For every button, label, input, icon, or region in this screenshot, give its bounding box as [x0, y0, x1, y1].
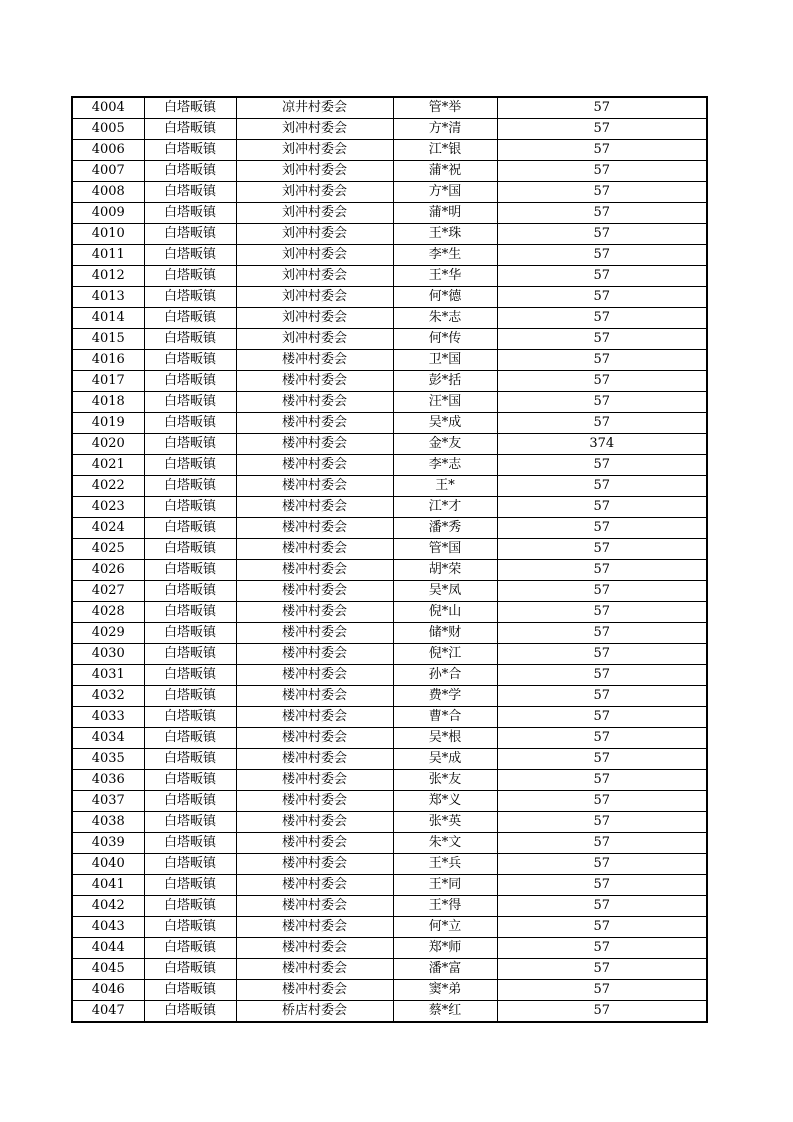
name-cell: 何*传 — [393, 329, 497, 350]
row-number-cell: 4024 — [72, 518, 144, 539]
name-cell: 李*生 — [393, 245, 497, 266]
row-number-cell: 4047 — [72, 1001, 144, 1023]
amount-cell: 57 — [497, 203, 707, 224]
village-committee-cell: 刘冲村委会 — [236, 245, 393, 266]
table-row — [72, 917, 707, 938]
name-cell: 张*英 — [393, 812, 497, 833]
name-cell: 王*同 — [393, 875, 497, 896]
table-row — [72, 245, 707, 266]
name-cell: 蒲*祝 — [393, 161, 497, 182]
village-committee-cell: 楼冲村委会 — [236, 728, 393, 749]
amount-cell: 57 — [497, 518, 707, 539]
amount-cell: 57 — [497, 812, 707, 833]
name-cell: 吴*成 — [393, 749, 497, 770]
amount-cell: 57 — [497, 266, 707, 287]
table-row — [72, 182, 707, 203]
village-committee-cell: 楼冲村委会 — [236, 518, 393, 539]
town-cell: 白塔畈镇 — [144, 686, 236, 707]
town-cell: 白塔畈镇 — [144, 833, 236, 854]
village-committee-cell: 楼冲村委会 — [236, 749, 393, 770]
village-committee-cell: 楼冲村委会 — [236, 560, 393, 581]
name-cell: 王*华 — [393, 266, 497, 287]
row-number-cell: 4022 — [72, 476, 144, 497]
table-body — [72, 97, 707, 1022]
row-number-cell: 4014 — [72, 308, 144, 329]
row-number-cell: 4015 — [72, 329, 144, 350]
row-number-cell: 4045 — [72, 959, 144, 980]
table-row — [72, 287, 707, 308]
village-committee-cell: 刘冲村委会 — [236, 329, 393, 350]
town-cell: 白塔畈镇 — [144, 224, 236, 245]
town-cell: 白塔畈镇 — [144, 497, 236, 518]
village-committee-cell: 楼冲村委会 — [236, 350, 393, 371]
row-number-cell: 4033 — [72, 707, 144, 728]
village-committee-cell: 刘冲村委会 — [236, 140, 393, 161]
village-committee-cell: 刘冲村委会 — [236, 203, 393, 224]
village-committee-cell: 楼冲村委会 — [236, 665, 393, 686]
name-cell: 何*立 — [393, 917, 497, 938]
table-row — [72, 770, 707, 791]
row-number-cell: 4027 — [72, 581, 144, 602]
town-cell: 白塔畈镇 — [144, 770, 236, 791]
table-row — [72, 728, 707, 749]
town-cell: 白塔畈镇 — [144, 308, 236, 329]
town-cell: 白塔畈镇 — [144, 854, 236, 875]
name-cell: 江*银 — [393, 140, 497, 161]
name-cell: 孙*合 — [393, 665, 497, 686]
name-cell: 吴*凤 — [393, 581, 497, 602]
name-cell: 管*举 — [393, 97, 497, 119]
amount-cell: 57 — [497, 707, 707, 728]
amount-cell: 57 — [497, 854, 707, 875]
row-number-cell: 4011 — [72, 245, 144, 266]
table-row — [72, 371, 707, 392]
table-row — [72, 623, 707, 644]
name-cell: 江*才 — [393, 497, 497, 518]
amount-cell: 57 — [497, 97, 707, 119]
amount-cell: 57 — [497, 623, 707, 644]
village-committee-cell: 楼冲村委会 — [236, 917, 393, 938]
town-cell: 白塔畈镇 — [144, 1001, 236, 1023]
village-committee-cell: 刘冲村委会 — [236, 287, 393, 308]
table-row — [72, 455, 707, 476]
amount-cell: 57 — [497, 392, 707, 413]
table-row — [72, 140, 707, 161]
row-number-cell: 4020 — [72, 434, 144, 455]
village-committee-cell: 楼冲村委会 — [236, 896, 393, 917]
row-number-cell: 4016 — [72, 350, 144, 371]
amount-cell: 57 — [497, 938, 707, 959]
name-cell: 卫*国 — [393, 350, 497, 371]
row-number-cell: 4005 — [72, 119, 144, 140]
village-committee-cell: 楼冲村委会 — [236, 602, 393, 623]
name-cell: 方*清 — [393, 119, 497, 140]
name-cell: 李*志 — [393, 455, 497, 476]
row-number-cell: 4028 — [72, 602, 144, 623]
amount-cell: 57 — [497, 917, 707, 938]
town-cell: 白塔畈镇 — [144, 182, 236, 203]
amount-cell: 57 — [497, 455, 707, 476]
row-number-cell: 4030 — [72, 644, 144, 665]
amount-cell: 57 — [497, 560, 707, 581]
amount-cell: 57 — [497, 224, 707, 245]
table-row — [72, 266, 707, 287]
table-row — [72, 833, 707, 854]
town-cell: 白塔畈镇 — [144, 707, 236, 728]
table-row — [72, 707, 707, 728]
amount-cell: 57 — [497, 602, 707, 623]
name-cell: 吴*成 — [393, 413, 497, 434]
amount-cell: 57 — [497, 245, 707, 266]
town-cell: 白塔畈镇 — [144, 119, 236, 140]
table-row — [72, 308, 707, 329]
name-cell: 费*学 — [393, 686, 497, 707]
row-number-cell: 4023 — [72, 497, 144, 518]
town-cell: 白塔畈镇 — [144, 140, 236, 161]
table-row — [72, 518, 707, 539]
amount-cell: 57 — [497, 161, 707, 182]
village-committee-cell: 楼冲村委会 — [236, 539, 393, 560]
table-row — [72, 980, 707, 1001]
amount-cell: 57 — [497, 497, 707, 518]
town-cell: 白塔畈镇 — [144, 245, 236, 266]
town-cell: 白塔畈镇 — [144, 623, 236, 644]
name-cell: 蔡*红 — [393, 1001, 497, 1023]
village-committee-cell: 楼冲村委会 — [236, 833, 393, 854]
name-cell: 倪*山 — [393, 602, 497, 623]
town-cell: 白塔畈镇 — [144, 329, 236, 350]
amount-cell: 57 — [497, 539, 707, 560]
village-committee-cell: 刘冲村委会 — [236, 182, 393, 203]
table-row — [72, 497, 707, 518]
row-number-cell: 4029 — [72, 623, 144, 644]
row-number-cell: 4043 — [72, 917, 144, 938]
name-cell: 储*财 — [393, 623, 497, 644]
amount-cell: 57 — [497, 686, 707, 707]
name-cell: 曹*合 — [393, 707, 497, 728]
name-cell: 胡*荣 — [393, 560, 497, 581]
name-cell: 张*友 — [393, 770, 497, 791]
row-number-cell: 4040 — [72, 854, 144, 875]
row-number-cell: 4041 — [72, 875, 144, 896]
row-number-cell: 4017 — [72, 371, 144, 392]
table-row — [72, 350, 707, 371]
town-cell: 白塔畈镇 — [144, 203, 236, 224]
table-row — [72, 161, 707, 182]
town-cell: 白塔畈镇 — [144, 749, 236, 770]
town-cell: 白塔畈镇 — [144, 812, 236, 833]
row-number-cell: 4038 — [72, 812, 144, 833]
amount-cell: 57 — [497, 413, 707, 434]
town-cell: 白塔畈镇 — [144, 434, 236, 455]
amount-cell: 57 — [497, 644, 707, 665]
town-cell: 白塔畈镇 — [144, 97, 236, 119]
town-cell: 白塔畈镇 — [144, 413, 236, 434]
row-number-cell: 4025 — [72, 539, 144, 560]
village-committee-cell: 刘冲村委会 — [236, 161, 393, 182]
table-row — [72, 896, 707, 917]
town-cell: 白塔畈镇 — [144, 539, 236, 560]
village-committee-cell: 楼冲村委会 — [236, 770, 393, 791]
village-committee-cell: 楼冲村委会 — [236, 707, 393, 728]
village-committee-cell: 楼冲村委会 — [236, 434, 393, 455]
name-cell: 蒲*明 — [393, 203, 497, 224]
amount-cell: 57 — [497, 959, 707, 980]
village-committee-cell: 楼冲村委会 — [236, 938, 393, 959]
row-number-cell: 4032 — [72, 686, 144, 707]
row-number-cell: 4009 — [72, 203, 144, 224]
amount-cell: 57 — [497, 476, 707, 497]
row-number-cell: 4012 — [72, 266, 144, 287]
town-cell: 白塔畈镇 — [144, 455, 236, 476]
table-row — [72, 959, 707, 980]
name-cell: 管*国 — [393, 539, 497, 560]
name-cell: 窦*弟 — [393, 980, 497, 1001]
amount-cell: 57 — [497, 749, 707, 770]
village-committee-cell: 楼冲村委会 — [236, 476, 393, 497]
village-committee-cell: 桥店村委会 — [236, 1001, 393, 1023]
table-row — [72, 854, 707, 875]
amount-cell: 57 — [497, 581, 707, 602]
table-row — [72, 875, 707, 896]
town-cell: 白塔畈镇 — [144, 371, 236, 392]
table-row — [72, 749, 707, 770]
name-cell: 方*国 — [393, 182, 497, 203]
amount-cell: 57 — [497, 833, 707, 854]
village-committee-cell: 刘冲村委会 — [236, 224, 393, 245]
amount-cell: 57 — [497, 896, 707, 917]
amount-cell: 57 — [497, 1001, 707, 1023]
name-cell: 潘*秀 — [393, 518, 497, 539]
name-cell: 倪*江 — [393, 644, 497, 665]
village-committee-cell: 楼冲村委会 — [236, 959, 393, 980]
data-table — [71, 96, 708, 1023]
amount-cell: 57 — [497, 350, 707, 371]
town-cell: 白塔畈镇 — [144, 644, 236, 665]
town-cell: 白塔畈镇 — [144, 728, 236, 749]
name-cell: 王*得 — [393, 896, 497, 917]
row-number-cell: 4019 — [72, 413, 144, 434]
table-row — [72, 392, 707, 413]
village-committee-cell: 刘冲村委会 — [236, 308, 393, 329]
row-number-cell: 4035 — [72, 749, 144, 770]
village-committee-cell: 楼冲村委会 — [236, 686, 393, 707]
amount-cell: 57 — [497, 791, 707, 812]
town-cell: 白塔畈镇 — [144, 476, 236, 497]
village-committee-cell: 楼冲村委会 — [236, 413, 393, 434]
table-row — [72, 413, 707, 434]
row-number-cell: 4034 — [72, 728, 144, 749]
row-number-cell: 4042 — [72, 896, 144, 917]
village-committee-cell: 刘冲村委会 — [236, 266, 393, 287]
amount-cell: 57 — [497, 140, 707, 161]
row-number-cell: 4037 — [72, 791, 144, 812]
town-cell: 白塔畈镇 — [144, 980, 236, 1001]
town-cell: 白塔畈镇 — [144, 791, 236, 812]
table-row — [72, 602, 707, 623]
row-number-cell: 4006 — [72, 140, 144, 161]
village-committee-cell: 刘冲村委会 — [236, 119, 393, 140]
village-committee-cell: 楼冲村委会 — [236, 854, 393, 875]
table-row — [72, 97, 707, 119]
village-committee-cell: 楼冲村委会 — [236, 791, 393, 812]
name-cell: 汪*国 — [393, 392, 497, 413]
village-committee-cell: 楼冲村委会 — [236, 812, 393, 833]
row-number-cell: 4004 — [72, 97, 144, 119]
village-committee-cell: 楼冲村委会 — [236, 455, 393, 476]
town-cell: 白塔畈镇 — [144, 266, 236, 287]
name-cell: 彭*括 — [393, 371, 497, 392]
name-cell: 王* — [393, 476, 497, 497]
name-cell: 吴*根 — [393, 728, 497, 749]
town-cell: 白塔畈镇 — [144, 917, 236, 938]
table-row — [72, 665, 707, 686]
town-cell: 白塔畈镇 — [144, 350, 236, 371]
town-cell: 白塔畈镇 — [144, 896, 236, 917]
town-cell: 白塔畈镇 — [144, 875, 236, 896]
amount-cell: 57 — [497, 665, 707, 686]
name-cell: 潘*富 — [393, 959, 497, 980]
table-row — [72, 644, 707, 665]
town-cell: 白塔畈镇 — [144, 560, 236, 581]
town-cell: 白塔畈镇 — [144, 518, 236, 539]
table-row — [72, 1001, 707, 1023]
name-cell: 朱*志 — [393, 308, 497, 329]
amount-cell: 57 — [497, 329, 707, 350]
row-number-cell: 4026 — [72, 560, 144, 581]
village-committee-cell: 楼冲村委会 — [236, 581, 393, 602]
amount-cell: 57 — [497, 980, 707, 1001]
town-cell: 白塔畈镇 — [144, 938, 236, 959]
town-cell: 白塔畈镇 — [144, 161, 236, 182]
name-cell: 何*德 — [393, 287, 497, 308]
table-row — [72, 203, 707, 224]
village-committee-cell: 楼冲村委会 — [236, 875, 393, 896]
table-row — [72, 476, 707, 497]
name-cell: 郑*师 — [393, 938, 497, 959]
table-row — [72, 119, 707, 140]
table-row — [72, 560, 707, 581]
amount-cell: 374 — [497, 434, 707, 455]
row-number-cell: 4010 — [72, 224, 144, 245]
name-cell: 朱*文 — [393, 833, 497, 854]
amount-cell: 57 — [497, 770, 707, 791]
table-row — [72, 938, 707, 959]
village-committee-cell: 凉井村委会 — [236, 97, 393, 119]
name-cell: 郑*义 — [393, 791, 497, 812]
village-committee-cell: 楼冲村委会 — [236, 392, 393, 413]
row-number-cell: 4013 — [72, 287, 144, 308]
row-number-cell: 4044 — [72, 938, 144, 959]
town-cell: 白塔畈镇 — [144, 581, 236, 602]
name-cell: 王*珠 — [393, 224, 497, 245]
amount-cell: 57 — [497, 182, 707, 203]
name-cell: 王*兵 — [393, 854, 497, 875]
amount-cell: 57 — [497, 119, 707, 140]
row-number-cell: 4031 — [72, 665, 144, 686]
row-number-cell: 4021 — [72, 455, 144, 476]
name-cell: 金*友 — [393, 434, 497, 455]
town-cell: 白塔畈镇 — [144, 665, 236, 686]
table-row — [72, 812, 707, 833]
town-cell: 白塔畈镇 — [144, 392, 236, 413]
row-number-cell: 4008 — [72, 182, 144, 203]
table-row — [72, 224, 707, 245]
village-committee-cell: 楼冲村委会 — [236, 371, 393, 392]
table-row — [72, 539, 707, 560]
row-number-cell: 4046 — [72, 980, 144, 1001]
amount-cell: 57 — [497, 287, 707, 308]
row-number-cell: 4007 — [72, 161, 144, 182]
amount-cell: 57 — [497, 728, 707, 749]
row-number-cell: 4018 — [72, 392, 144, 413]
row-number-cell: 4039 — [72, 833, 144, 854]
village-committee-cell: 楼冲村委会 — [236, 497, 393, 518]
amount-cell: 57 — [497, 308, 707, 329]
village-committee-cell: 楼冲村委会 — [236, 623, 393, 644]
table-row — [72, 329, 707, 350]
row-number-cell: 4036 — [72, 770, 144, 791]
table-row — [72, 686, 707, 707]
table-row — [72, 581, 707, 602]
town-cell: 白塔畈镇 — [144, 602, 236, 623]
amount-cell: 57 — [497, 875, 707, 896]
amount-cell: 57 — [497, 371, 707, 392]
village-committee-cell: 楼冲村委会 — [236, 980, 393, 1001]
table-row — [72, 434, 707, 455]
village-committee-cell: 楼冲村委会 — [236, 644, 393, 665]
table-row — [72, 791, 707, 812]
town-cell: 白塔畈镇 — [144, 287, 236, 308]
town-cell: 白塔畈镇 — [144, 959, 236, 980]
